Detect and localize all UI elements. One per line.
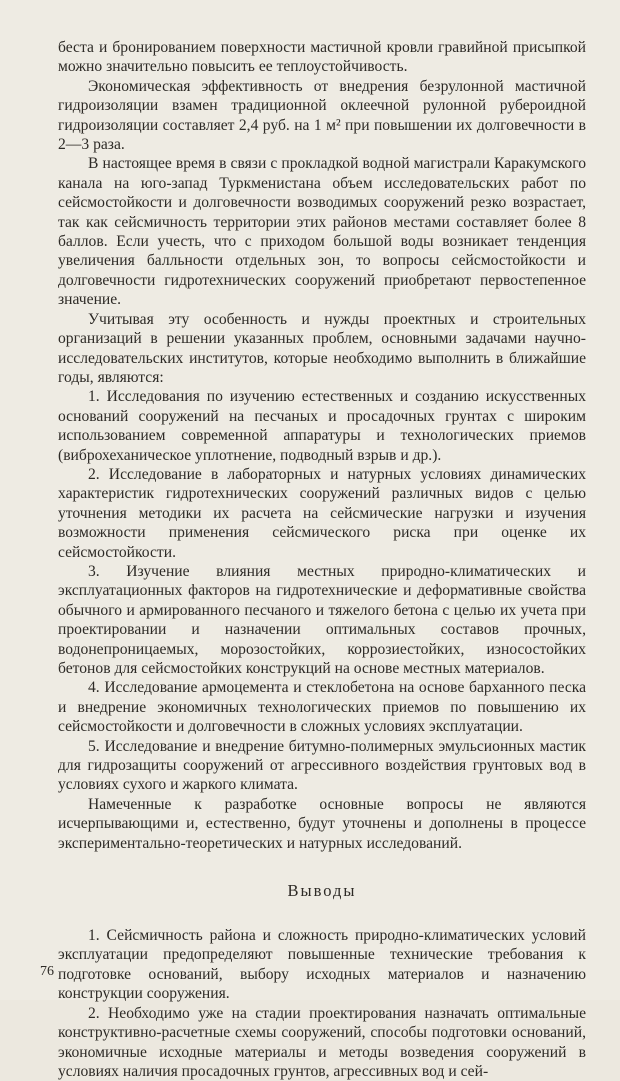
body-text-top (58, 38, 586, 387)
paragraph: беста и бронированием поверхности мастичной кровли гравийной присыпкой можно значительно повысить ее теплоустойчивость. (58, 39, 586, 76)
closing-paragraph: Намеченные к разработке основные вопросы не являются исчерпывающими и, естественно, будут уточнены и дополнены в процессе экспериментально-теоретических и натурных исследований. (58, 795, 586, 852)
paragraph: В настоящее время в связи с прокладкой водной магистрали Каракумского канала на юго-запад Туркменистана объем исследовательских работ по сейсмостойкости и долговечности возводимых сооружений резко возрастает, так как сейсмичность территории этих районов местами составляет более 8 баллов. Если учесть, что с приходом большой воды возникает тенденция увеличения балльности отдельных зон, то вопросы сейсмостойкости и долговечности гидротехнических сооружений приобретают первостепенное значение. (58, 155, 586, 309)
conclusion-item: 1. Сейсмичность района и сложность природно-климатических условий эксплуатации предопределяют повышенные технические требования к подготовке оснований, выбору исходных материалов и назначению конструкции сооружения. (58, 927, 586, 1003)
conclusions-list (58, 926, 586, 1081)
paragraph: Учитывая эту особенность и нужды проектных и строительных организаций в решении указанных проблем, основными задачами научно-исследовательских институтов, которые необходимо выполнить в ближайшие годы, являются: (58, 310, 586, 386)
task-item: 2. Исследование в лабораторных и натурных условиях динамических характеристик гидротехнических сооружений различных видов с целью уточнения методики их расчета на сейсмические нагрузки и изучения возможности применения сейсмического риска при оценке их сейсмостойкости. (58, 465, 586, 561)
task-list (58, 387, 586, 795)
task-item: 3. Изучение влияния местных природно-климатических и эксплуатационных факторов на гидротехнические и деформативные свойства обычного и армированного песчаного и тяжелого бетона с целью их учета при проектировании и назначении оптимальных составов прочных, водонепроницаемых, морозостойких, коррозиестойких, износостойких бетонов для сейсмостойких конструкций на основе местных материалов. (58, 562, 586, 677)
section-title: Выводы (287, 881, 357, 901)
task-item: 5. Исследование и внедрение битумно-полимерных эмульсионных мастик для гидрозащиты сооружений от агрессивного воздействия грунтовых вод в условиях сухого и жаркого климата. (58, 737, 586, 794)
task-item: 4. Исследование армоцемента и стеклобетона на основе барханного песка и внедрение экономичных технологических приемов по повышению их сейсмостойкости и долговечности в сложных условиях эксплуатации. (58, 679, 586, 736)
paragraph: Экономическая эффективность от внедрения безрулонной мастичной гидроизоляции взамен традиционной оклеечной рулонной рубероидной гидроизоляции составляет 2,4 руб. на 1 м² при повышении их долговечности в 2—3 раза. (58, 77, 586, 154)
page-number: 76 (40, 964, 54, 979)
task-item: 1. Исследования по изучению естественных и созданию искусственных оснований сооружений на песчаных и просадочных грунтах с широким использованием современной аппаратуры и технологических приемов (виброхеханическое уплотнение, подводный взрыв и др.). (58, 388, 586, 464)
conclusion-item: 2. Необходимо уже на стадии проектирования назначать оптимальные конструктивно-расчетные схемы сооружений, способы подготовки оснований, экономичные исходные материалы и методы возведения сооружений в условиях наличия просадочных грунтов, агрессивных вод и сей- (58, 1004, 586, 1080)
